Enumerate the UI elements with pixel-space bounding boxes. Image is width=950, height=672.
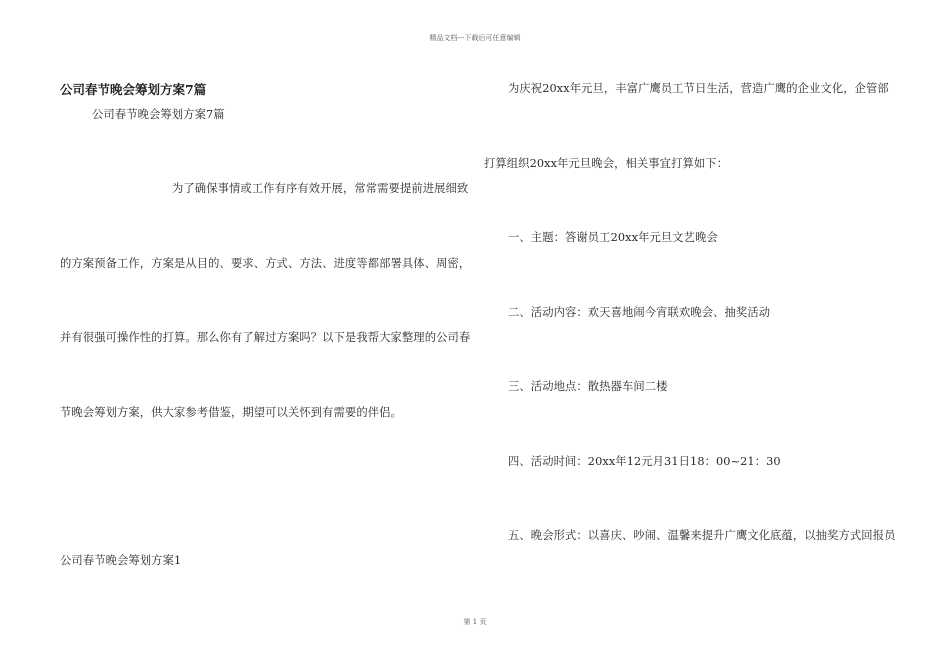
- intro-line-2: 打算组织20xx年元旦晚会，相关事宜打算如下：: [484, 157, 729, 170]
- page-footer: 第 1 页: [463, 618, 487, 626]
- list-item: 四、活动时间：20xx年12元月31日18：00~21：30: [508, 455, 781, 468]
- page-header: 精品文档---下载后可任意编辑: [429, 34, 521, 42]
- list-item: 二、活动内容：欢天喜地闹今宵联欢晚会、抽奖活动: [508, 306, 771, 319]
- paragraph-line-2: 的方案预备工作，方案是从目的、要求、方式、方法、进度等都部署具体、周密，: [60, 257, 471, 270]
- section-heading: 公司春节晚会筹划方案1: [60, 554, 182, 567]
- list-item: 五、晚会形式：以喜庆、吵闹、温馨来提升广鹰文化底蕴，以抽奖方式回报员: [508, 529, 896, 542]
- paragraph-line-1: 为了确保事情或工作有序有效开展，常常需要提前进展细致: [172, 182, 469, 195]
- list-item: 一、主题：答谢员工20xx年元旦文艺晚会: [508, 231, 718, 244]
- document-title: 公司春节晚会筹划方案7篇: [60, 82, 207, 97]
- intro-line-1: 为庆祝20xx年元旦，丰富广鹰员工节日生活，营造广鹰的企业文化，企管部: [508, 82, 889, 95]
- document-subtitle: 公司春节晚会筹划方案7篇: [92, 108, 225, 121]
- list-item: 三、活动地点：散热器车间二楼: [508, 380, 668, 393]
- paragraph-line-3: 并有很强可操作性的打算。那么你有了解过方案吗？以下是我帮大家整理的公司春: [60, 331, 471, 344]
- paragraph-line-4: 节晚会筹划方案，供大家参考借鉴，期望可以关怀到有需要的伴侣。: [60, 406, 402, 419]
